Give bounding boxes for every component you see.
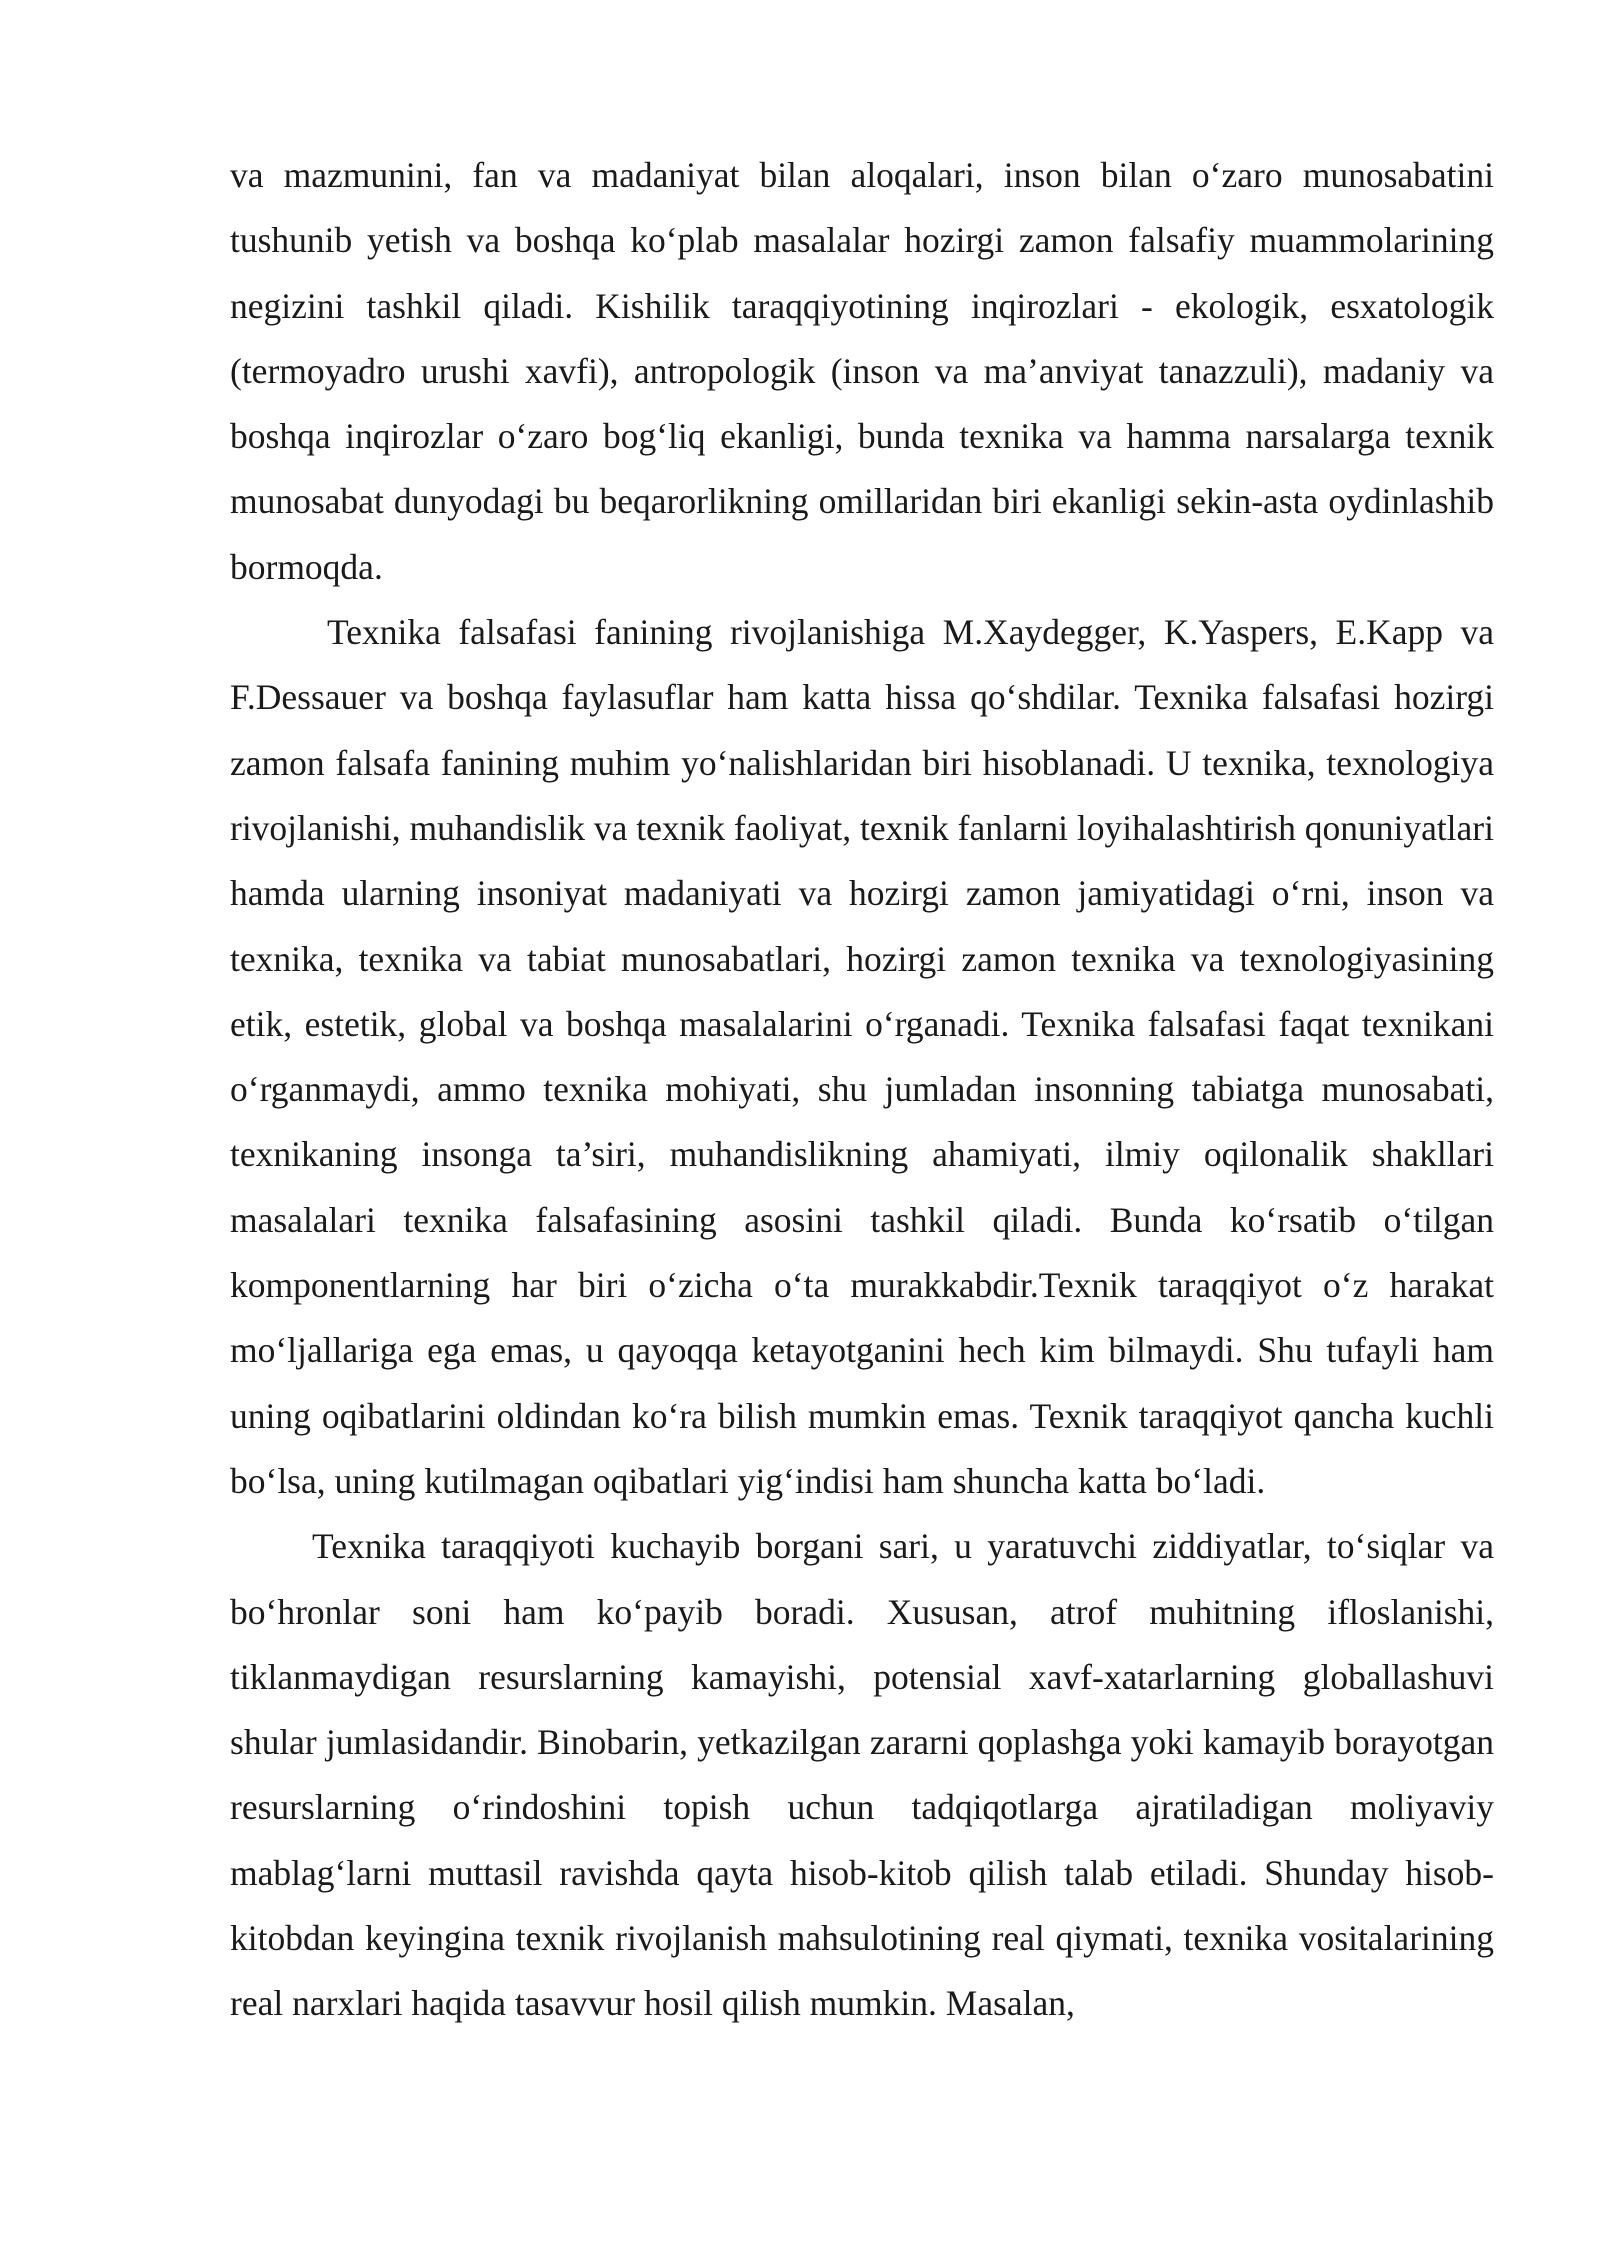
body-text [230, 143, 1494, 2037]
paragraph: Texnika falsafasi fanining rivojlanishiga M.Xaydegger, K.Yaspers, E.Kapp va F.Dessauer va boshqa faylasuflar ham katta hissa qo‘shdilar. Texnika falsafasi hozirgi zamon falsafa fanining muhim yo‘nalishlaridan biri hisoblanadi. U texnika, texnologiya rivojlanishi, muhandislik va texnik faoliyat, texnik fanlarni loyihalashtirish qonuniyatlari hamda ularning insoniyat madaniyati va hozirgi zamon jamiyatidagi o‘rni, inson va texnika, texnika va tabiat munosabatlari, hozirgi zamon texnika va texnologiyasining etik, estetik, global va boshqa masalalarini o‘rganadi. Texnika falsafasi faqat texnikani o‘rganmaydi, ammo texnika mohiyati, shu jumladan insonning tabiatga munosabati, texnikaning insonga ta’siri, muhandislikning ahamiyati, ilmiy oqilonalik shakllari masalalari texnika falsafasining asosini tashkil qiladi. Bunda ko‘rsatib o‘tilgan komponentlarning har biri o‘zicha o‘ta murakkabdir.Texnik taraqqiyot o‘z harakat mo‘ljallariga ega emas, u qayoqqa ketayotganini hech kim bilmaydi. Shu tufayli ham uning oqibatlarini oldindan ko‘ra bilish mumkin emas. Texnik taraqqiyot qancha kuchli bo‘lsa, uning kutilmagan oqibatlari yig‘indisi ham shuncha katta bo‘ladi. [230, 612, 1494, 1501]
paragraph: Texnika taraqqiyoti kuchayib borgani sari, u yaratuvchi ziddiyatlar, to‘siqlar va bo‘hronlar soni ham ko‘payib boradi. Xususan, atrof muhitning ifloslanishi, tiklanmaydigan resurslarning kamayishi, potensial xavf-xatarlarning globallashuvi shular jumlasidandir. Binobarin, yetkazilgan zararni qoplashga yoki kamayib borayotgan resurslarning o‘rindoshini topish uchun tadqiqotlarga ajratiladigan moliyaviy mablag‘larni muttasil ravishda qayta hisob-kitob qilish talab etiladi. Shunday hisob-kitobdan keyingina texnik rivojlanish mahsulotining real qiymati, texnika vositalarining real narxlari haqida tasavvur hosil qilish mumkin. Masalan, [230, 1526, 1494, 2024]
paragraph: va mazmunini, fan va madaniyat bilan aloqalari, inson bilan o‘zaro munosabatini tushunib yetish va boshqa ko‘plab masalalar hozirgi zamon falsafiy muammolarining negizini tashkil qiladi. Kishilik taraqqiyotining inqirozlari - ekologik, esxatologik (termoyadro urushi xavfi), antropologik (inson va ma’anviyat tanazzuli), madaniy va boshqa inqirozlar o‘zaro bog‘liq ekanligi, bunda texnika va hamma narsalarga texnik munosabat dunyodagi bu beqarorlikning omillaridan biri ekanligi sekin-asta oydinlashib bormoqda. [230, 155, 1494, 587]
